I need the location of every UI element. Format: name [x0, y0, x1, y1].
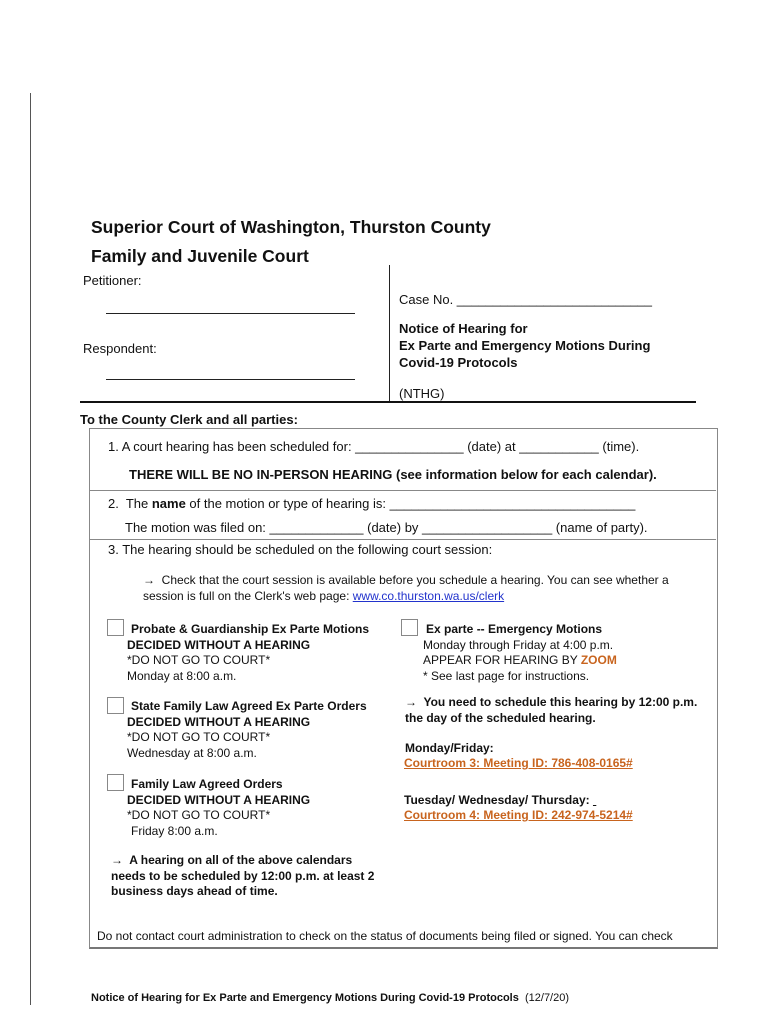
- item2-filed-on: The motion was filed on: _____________ (date) by __________________ (name of party).: [125, 520, 648, 535]
- emergency-session: [423, 622, 617, 684]
- item2-motion-name: [108, 496, 635, 511]
- respondent-line: [106, 379, 355, 380]
- check-line-1: Check that the court session is available before you schedule a hearing. You can see whether a: [161, 573, 669, 587]
- item2-prefix: 2. The: [108, 496, 152, 511]
- state-title: State Family Law Agreed Ex Parte Orders: [131, 699, 367, 713]
- left-calendar-note: [111, 853, 374, 900]
- agreed-orders-checkbox[interactable]: [107, 774, 124, 791]
- emergency-checkbox[interactable]: [401, 619, 418, 636]
- probate-decided: DECIDED WITHOUT A HEARING: [127, 637, 311, 652]
- clerk-web-link[interactable]: www.co.thurston.wa.us/clerk: [352, 588, 505, 603]
- note-line-2: needs to be scheduled by 12:00 p.m. at least 2: [111, 868, 375, 883]
- zoom-label: ZOOM: [580, 653, 617, 667]
- item2-name-word: name: [151, 496, 186, 511]
- item-divider-1: [90, 490, 716, 491]
- tue-wed-thu-label: [404, 793, 596, 807]
- courtroom-4-link[interactable]: Courtroom 4: Meeting ID: 242-974-5214#: [404, 808, 633, 822]
- courtroom-3-link[interactable]: Courtroom 3: Meeting ID: 786-408-0165#: [404, 756, 633, 770]
- state-family-law-session: [127, 699, 367, 761]
- notice-title-3: Covid-19 Protocols: [399, 355, 518, 370]
- schedule-line-1: You need to schedule this hearing by 12:00 p.m.: [423, 695, 698, 709]
- state-no-court: *DO NOT GO TO COURT*: [127, 730, 271, 744]
- agreed-time: Friday 8:00 a.m.: [131, 823, 218, 838]
- page-margin-line: [30, 93, 31, 1005]
- emergency-title: Ex parte -- Emergency Motions: [426, 622, 603, 636]
- notice-title-2: Ex Parte and Emergency Motions During: [399, 338, 651, 353]
- agreed-no-court: *DO NOT GO TO COURT*: [127, 808, 271, 822]
- arrow-right-icon: →: [111, 853, 123, 867]
- item2-suffix: of the motion or type of hearing is: __________________________________: [185, 496, 636, 511]
- appear-prefix: APPEAR FOR HEARING BY: [423, 653, 581, 667]
- emergency-days: Monday through Friday at 4:00 p.m.: [423, 637, 614, 652]
- no-in-person-notice: THERE WILL BE NO IN-PERSON HEARING (see information below for each calendar).: [129, 467, 657, 482]
- case-number: Case No. ___________________________: [399, 292, 653, 307]
- footer: [91, 992, 569, 1004]
- state-decided: DECIDED WITHOUT A HEARING: [127, 714, 311, 729]
- probate-session: [127, 622, 369, 684]
- to-parties-heading: To the County Clerk and all parties:: [80, 412, 298, 427]
- item1-hearing-scheduled: 1. A court hearing has been scheduled for: _______________ (date) at ___________ (time).: [108, 439, 640, 454]
- probate-title: Probate & Guardianship Ex Parte Motions: [131, 622, 370, 636]
- state-time: Wednesday at 8:00 a.m.: [127, 745, 257, 760]
- note-line-1: A hearing on all of the above calendars: [129, 853, 353, 867]
- item3-session-heading: 3. The hearing should be scheduled on the following court session:: [108, 542, 493, 557]
- caption-bottom-rule: [80, 401, 696, 403]
- state-family-law-checkbox[interactable]: [107, 697, 124, 714]
- probate-checkbox[interactable]: [107, 619, 124, 636]
- check-line-2: session is full on the Clerk's web page:: [143, 588, 353, 603]
- probate-no-court: *DO NOT GO TO COURT*: [127, 653, 271, 667]
- court-subtitle: Family and Juvenile Court: [91, 246, 309, 266]
- court-title: Superior Court of Washington, Thurston County: [91, 217, 491, 237]
- check-availability-note: [143, 573, 669, 604]
- agreed-title: Family Law Agreed Orders: [131, 777, 283, 791]
- respondent-label: Respondent:: [83, 341, 157, 356]
- agreed-orders-session: [127, 777, 310, 839]
- emergency-schedule-note: [405, 695, 697, 726]
- footer-date: (12/7/20): [524, 992, 570, 1004]
- agreed-decided: DECIDED WITHOUT A HEARING: [127, 792, 311, 807]
- see-last-page: * See last page for instructions.: [423, 668, 590, 683]
- monday-friday-label: Monday/Friday:: [405, 741, 494, 755]
- arrow-right-icon: →: [405, 695, 417, 709]
- note-line-3: business days ahead of time.: [111, 884, 278, 898]
- status-check-text: Do not contact court administration to check on the status of documents being filed or signed. You can check: [97, 929, 673, 943]
- notice-title-1: Notice of Hearing for: [399, 321, 528, 336]
- arrow-right-icon: →: [143, 573, 155, 587]
- footer-title: Notice of Hearing for Ex Parte and Emergency Motions During Covid-19 Protocols: [91, 992, 519, 1004]
- form-code: (NTHG): [399, 386, 445, 401]
- schedule-line-2: the day of the scheduled hearing.: [405, 710, 596, 725]
- caption-divider: [389, 265, 390, 401]
- item-divider-2: [90, 539, 716, 540]
- petitioner-line: [106, 313, 355, 314]
- twt-text: Tuesday/ Wednesday/ Thursday:: [404, 793, 593, 807]
- probate-time: Monday at 8:00 a.m.: [127, 668, 237, 683]
- petitioner-label: Petitioner:: [83, 273, 142, 288]
